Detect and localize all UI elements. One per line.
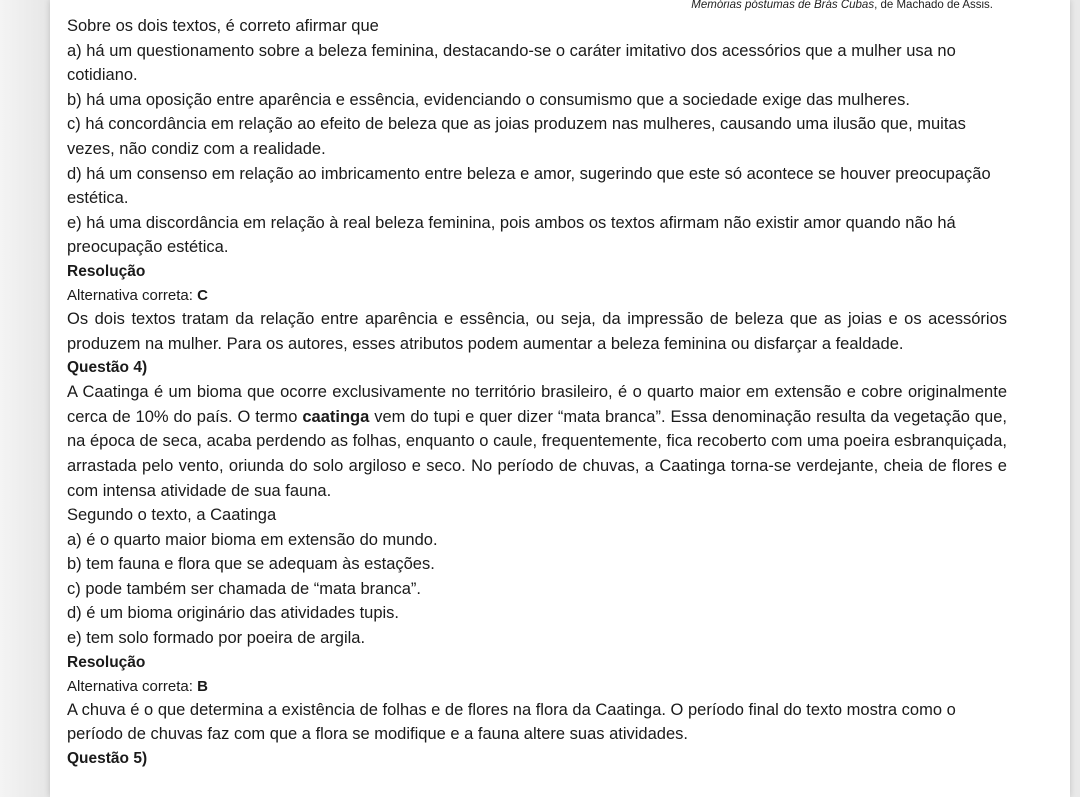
- q4-option-e: e) tem solo formado por poeira de argila.: [67, 629, 366, 648]
- q3-resolution-title: Resolução: [67, 262, 146, 280]
- q3-option-e: e) há uma discordância em relação à real beleza feminina, pois ambos os textos afirmam não existir amor quando não há preocupação estética.: [67, 213, 956, 257]
- document-content: [67, 0, 1007, 771]
- q4-answer-label: Alternativa correta:: [67, 677, 198, 695]
- q5-title: Questão 5): [67, 749, 148, 767]
- q3-option-a: a) há um questionamento sobre a beleza feminina, destacando-se o caráter imitativo dos acessórios que a mulher usa no cotidiano.: [67, 41, 956, 85]
- q3-option-b: b) há uma oposição entre aparência e essência, evidenciando o consumismo que a sociedade exige das mulheres.: [67, 90, 910, 109]
- source-work-title: Memórias póstumas de Brás Cubas: [691, 0, 875, 11]
- q4-option-d: d) é um bioma originário das atividades tupis.: [67, 604, 400, 623]
- q4-resolution-title: Resolução: [67, 653, 146, 671]
- q4-option-c: c) pode também ser chamada de “mata branca”.: [67, 579, 422, 598]
- source-author: , de Machado de Assis.: [874, 0, 993, 11]
- q3-option-d: d) há um consenso em relação ao imbricamento entre beleza e amor, sugerindo que este só acontece se houver preocupação estética.: [67, 164, 991, 208]
- q3-answer: [67, 284, 1007, 307]
- q4-text-bold: caatinga: [302, 407, 370, 426]
- q3-answer-letter: C: [197, 286, 208, 304]
- q4-option-a: a) é o quarto maior bioma em extensão do mundo.: [67, 530, 438, 549]
- q3-option-c: c) há concordância em relação ao efeito de beleza que as joias produzem nas mulheres, causando uma ilusão que, muitas vezes, não condiz com a realidade.: [67, 115, 966, 158]
- q3-explanation: Os dois textos tratam da relação entre aparência e essência, ou seja, da impressão de beleza que as joias e os acessórios produzem na mulher. Para os autores, esses atributos podem aumentar a beleza feminina ou disfarçar a fealdade.: [67, 309, 1007, 353]
- q4-text-after: vem do tupi e quer dizer “mata branca”. Essa denominação resulta da vegetação que, na época de seca, acaba perdendo as folhas, enquanto o caule, frequentemente, fica recoberto com uma poeira esbranquiçada, arrastada pelo vento, oriunda do solo argiloso e seco. No período de chuvas, a Caatinga torna-se verdejante, cheia de flores e com intensa atividade de sua fauna.: [67, 407, 1007, 500]
- source-citation: [691, 0, 993, 13]
- q4-text-before: A Caatinga é um bioma que ocorre exclusivamente no território brasileiro, é o quarto maior em extensão e cobre originalmente cerca de 10% do país. O termo: [67, 383, 1007, 426]
- q4-prompt: Segundo o texto, a Caatinga: [67, 506, 277, 525]
- document-page: [50, 0, 1070, 797]
- q3-intro: Sobre os dois textos, é correto afirmar que: [67, 17, 379, 35]
- q4-option-b: b) tem fauna e flora que se adequam às estações.: [67, 555, 435, 574]
- q4-title: Questão 4): [67, 359, 148, 377]
- q3-answer-label: Alternativa correta:: [67, 286, 198, 304]
- q4-answer-letter: B: [197, 677, 208, 695]
- q4-answer: [67, 675, 1007, 698]
- scan-edge: [0, 0, 50, 797]
- q4-text: [67, 380, 1007, 503]
- q4-explanation: A chuva é o que determina a existência de folhas e de flores na flora da Caatinga. O período final do texto mostra como o período de chuvas faz com que a flora se modifique e a fauna altere suas atividades.: [67, 700, 956, 744]
